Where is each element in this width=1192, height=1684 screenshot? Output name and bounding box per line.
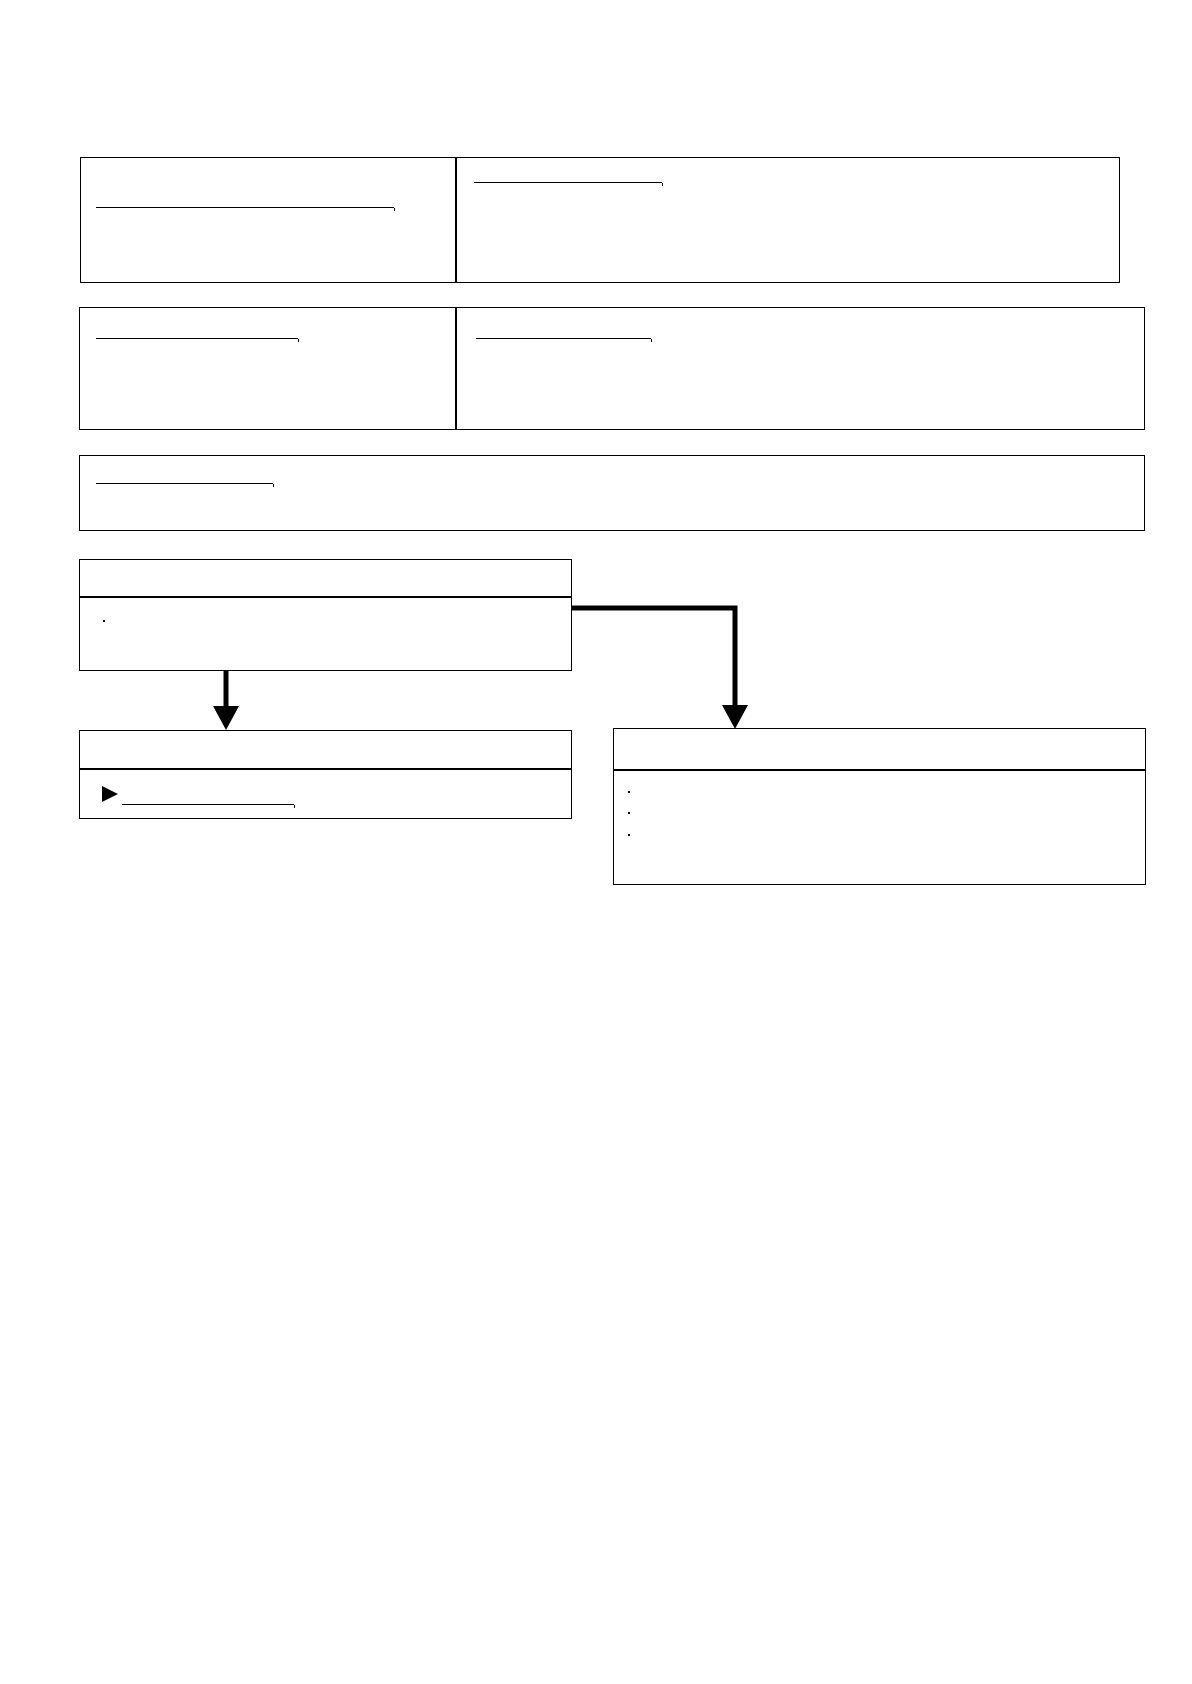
arrow-elbow-to-right-target bbox=[572, 608, 748, 729]
arrow-down-to-left-target bbox=[213, 671, 239, 730]
